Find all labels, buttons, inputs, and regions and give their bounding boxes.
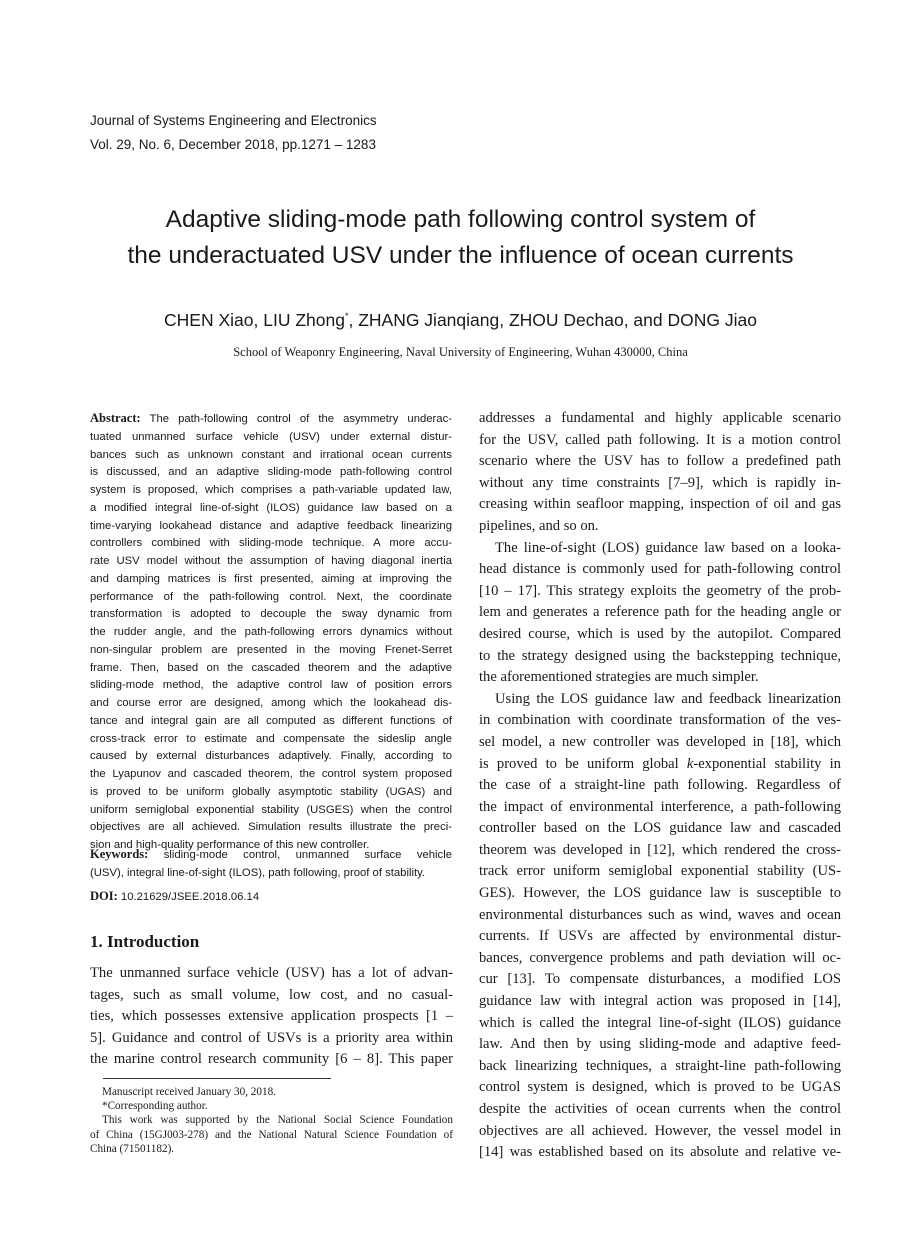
corresponding-author-mark: * bbox=[344, 311, 349, 322]
abstract-line: transformation is adopted to decouple the sway dynamic from bbox=[90, 608, 452, 621]
abstract-line: performance of the path-following control. Next, the coordinate bbox=[90, 590, 452, 603]
abstract-line: objectives are all achieved. Simulation results illustrate the preci- bbox=[90, 821, 452, 834]
text-line: GES). However, the LOS guidance law is susceptible to bbox=[479, 885, 841, 902]
math-variable-k: k bbox=[686, 755, 694, 772]
text-line: pipelines, and so on. bbox=[479, 517, 599, 534]
footnote-funding-line: This work was supported by the National Social Science Foundation bbox=[102, 1114, 453, 1127]
text-line: law. And then by using sliding-mode and adaptive feed- bbox=[479, 1036, 841, 1053]
abstract-line: a modified integral line-of-sight (ILOS) guidance law based on a bbox=[90, 501, 452, 514]
introduction-text bbox=[90, 963, 453, 1071]
author-list bbox=[40, 310, 881, 331]
doi bbox=[90, 888, 452, 907]
text-line: environmental disturbances such as wind, waves and ocean bbox=[479, 906, 841, 923]
abstract-line: tance and integral gain are all computed as different functions of bbox=[90, 714, 452, 727]
text-line: guidance law with integral action was proposed in [14], bbox=[479, 993, 841, 1010]
abstract-line: and course error are designed, among which the lookahead dis- bbox=[90, 697, 452, 709]
abstract-line: is discussed, and an adaptive sliding-mode path-following control bbox=[90, 466, 452, 479]
authors-rest: , ZHANG Jianqiang, ZHOU Dechao, and DONG Jiao bbox=[348, 310, 757, 330]
text-line: in combination with coordinate transformation of the ves- bbox=[479, 712, 841, 729]
text-line: [10 – 17]. This strategy exploits the geometry of the prob- bbox=[479, 582, 841, 599]
text-line: for the USV, called path following. It is a motion control bbox=[479, 431, 841, 448]
footnote-corresponding: *Corresponding author. bbox=[102, 1100, 208, 1113]
text-line: The line-of-sight (LOS) guidance law based on a looka- bbox=[495, 539, 841, 556]
right-column-text bbox=[479, 408, 841, 1164]
text-line: without any time constraints [7–9], which is rapidly in- bbox=[479, 474, 841, 491]
journal-name: Journal of Systems Engineering and Electronics bbox=[90, 113, 377, 128]
paper-title-line-1: Adaptive sliding-mode path following control system of bbox=[165, 206, 756, 233]
text-line: cur [13]. To compensate disturbances, a modified LOS bbox=[479, 971, 841, 988]
abstract bbox=[90, 410, 452, 855]
text-line: currents. If USVs are affected by environmental distur- bbox=[479, 928, 841, 945]
abstract-label: Abstract: bbox=[90, 411, 141, 425]
paper-title-line-2: the underactuated USV under the influence of ocean currents bbox=[127, 242, 794, 269]
abstract-line: Abstract: The path-following control of the asymmetry underac- bbox=[90, 411, 452, 425]
abstract-line: is proved to be uniform globally asymptotic stability (UGAS) and bbox=[90, 785, 452, 798]
keywords-label: Keywords: bbox=[90, 847, 149, 861]
text-line: 5]. Guidance and control of USVs is a priority area within bbox=[90, 1029, 453, 1046]
authors-first: CHEN Xiao, LIU Zhong bbox=[164, 310, 345, 330]
text-line: Using the LOS guidance law and feedback linearization bbox=[495, 690, 841, 707]
text-line: head distance is commonly used for path-following control bbox=[479, 561, 841, 578]
text-line: addresses a fundamental and highly applicable scenario bbox=[479, 410, 841, 426]
footnote-divider bbox=[103, 1078, 331, 1079]
abstract-line: and damping matrices is first presented, aiming at improving the bbox=[90, 572, 452, 585]
text-line: The unmanned surface vehicle (USV) has a lot of advan- bbox=[90, 965, 453, 981]
abstract-line: non-singular problem are presented in the moving Frenet-Serret bbox=[90, 643, 452, 656]
abstract-line: system is proposed, which comprises a path-variable updated law, bbox=[90, 484, 452, 496]
text-line: the aforementioned strategies are much simpler. bbox=[479, 669, 759, 686]
abstract-line: the rudder angle, and the path-following errors dynamics without bbox=[90, 626, 452, 638]
text-line: control system is designed, which is proved to be UGAS bbox=[479, 1079, 841, 1096]
text-line: lem and generates a reference path for the heading angle or bbox=[479, 604, 841, 621]
abstract-line: rate USV model without the assumption of having diagonal inertia bbox=[90, 555, 452, 567]
footnotes bbox=[90, 1085, 453, 1156]
abstract-line: cross-track error to estimate and compensate the sideslip angle bbox=[90, 732, 452, 745]
keywords-line: (USV), integral line-of-sight (ILOS), path following, proof of stability. bbox=[90, 866, 426, 879]
abstract-line: sliding-mode method, the adaptive control law of position errors bbox=[90, 679, 452, 692]
footnote-funding-line: China (71501182). bbox=[90, 1142, 175, 1155]
text-line: the case of a straight-line path following. Regardless of bbox=[479, 777, 841, 794]
text-line: the marine control research community [6 – 8]. This paper bbox=[90, 1051, 453, 1068]
footnote-funding-line: of China (15GJ003-278) and the National Natural Science Foundation of bbox=[90, 1128, 453, 1141]
text-line: creasing within seafloor mapping, inspection of oil and gas bbox=[479, 496, 841, 513]
text-line: theorem was developed in [12], which rendered the cross- bbox=[479, 841, 841, 858]
text-line: scenario where the USV has to follow a predefined path bbox=[479, 453, 841, 470]
text-line: despite the activities of ocean currents when the control bbox=[479, 1101, 841, 1117]
text-line: which is called the integral line-of-sight (ILOS) guidance bbox=[479, 1014, 841, 1031]
abstract-line: bances such as unknown constant and irrational ocean currents bbox=[90, 448, 452, 461]
section-heading-introduction: 1. Introduction bbox=[90, 932, 200, 951]
text-line: controller based on the LOS guidance law and cascaded bbox=[479, 820, 841, 837]
abstract-line: caused by external disturbances adaptively. Finally, according to bbox=[90, 750, 452, 763]
journal-volume-info: Vol. 29, No. 6, December 2018, pp.1271 – 1283 bbox=[90, 137, 376, 152]
text-line: track error uniform semiglobal exponential stability (US- bbox=[479, 863, 841, 880]
text-line: is proved to be uniform global k-exponential stability in bbox=[479, 755, 841, 772]
keywords-line: Keywords: sliding-mode control, unmanned surface vehicle bbox=[90, 847, 452, 861]
doi-value: 10.21629/JSEE.2018.06.14 bbox=[117, 891, 260, 903]
text-line: desired course, which is used by the autopilot. Compared bbox=[479, 625, 841, 642]
text-line: to the strategy designed using the backstepping technique, bbox=[479, 647, 841, 664]
abstract-line: tuated unmanned surface vehicle (USV) under external distur- bbox=[90, 430, 452, 443]
keywords bbox=[90, 846, 452, 883]
text-line: sel model, a new controller was developed in [18], which bbox=[479, 733, 841, 750]
text-line: back linearizing techniques, a straight-line path-following bbox=[479, 1057, 841, 1074]
abstract-line: controllers combined with sliding-mode technique. A more accu- bbox=[90, 537, 452, 550]
text-line: bances, convergence problems and path deviation will oc- bbox=[479, 949, 841, 966]
text-line: the impact of environmental interference, a path-following bbox=[479, 798, 841, 815]
text-line: ties, which possesses extensive application prospects [1 – bbox=[90, 1008, 453, 1025]
text-line: objectives are all achieved. However, the vessel model in bbox=[479, 1122, 841, 1139]
text-line: tages, such as small volume, low cost, and no casual- bbox=[90, 986, 453, 1003]
doi-label: DOI: bbox=[90, 889, 118, 903]
abstract-line: sion and high-quality performance of this new controller. bbox=[90, 839, 370, 851]
text-line: [14] was established based on its absolute and relative ve- bbox=[479, 1144, 841, 1161]
abstract-line: time-varying lookahead distance and adaptive feedback linearizing bbox=[90, 519, 452, 532]
abstract-line: the Lyapunov and cascaded theorem, the control system proposed bbox=[90, 768, 452, 780]
affiliation: School of Weaponry Engineering, Naval University of Engineering, Wuhan 430000, China bbox=[233, 345, 688, 359]
abstract-line: frame. Then, based on the cascaded theorem and the adaptive bbox=[90, 661, 452, 674]
footnote-received: Manuscript received January 30, 2018. bbox=[102, 1086, 276, 1098]
abstract-line: uniform semiglobal exponential stability (USGES) when the control bbox=[90, 803, 452, 816]
